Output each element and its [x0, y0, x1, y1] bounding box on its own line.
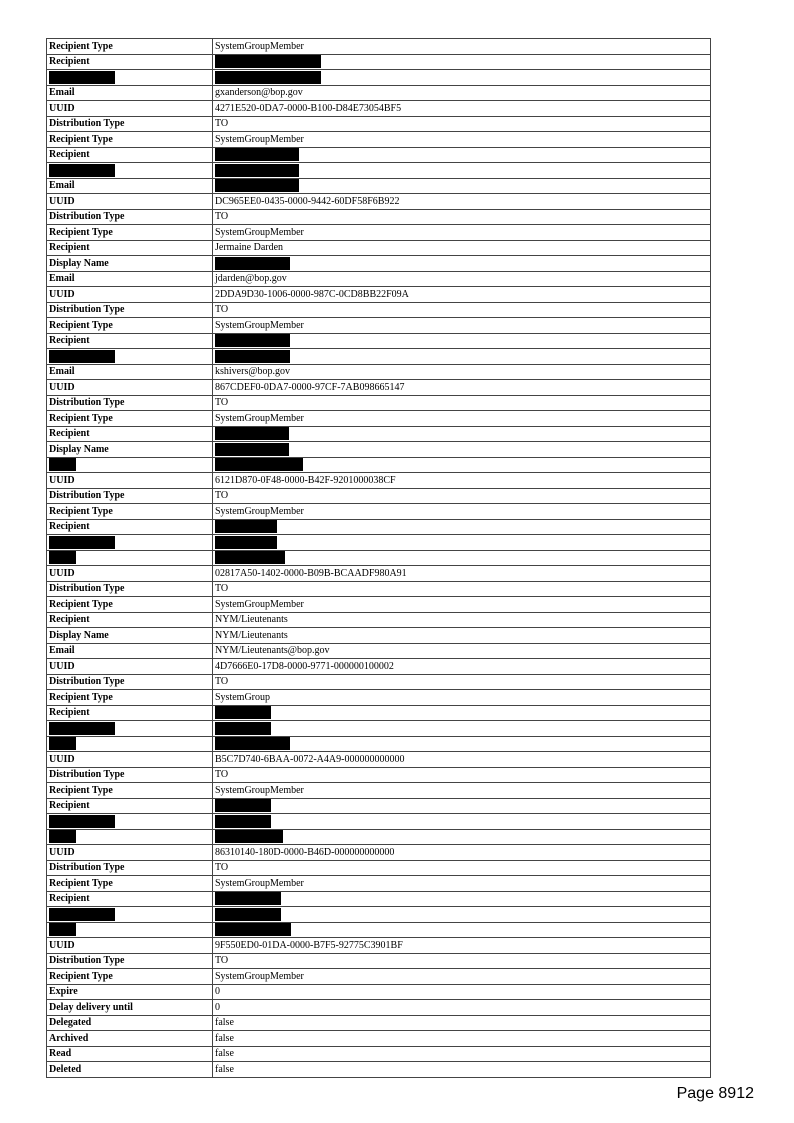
recipient-properties-table: [46, 38, 711, 1078]
table-row: [47, 938, 711, 954]
field-value: [213, 705, 711, 721]
redaction-block: [49, 923, 76, 936]
field-value: Jermaine Darden: [213, 240, 711, 256]
field-value: 6121D870-0F48-0000-B42F-9201000038CF: [213, 473, 711, 489]
table-row: [47, 287, 711, 303]
field-name: [47, 814, 213, 830]
field-name: Distribution Type: [47, 767, 213, 783]
field-value: TO: [213, 395, 711, 411]
table-row: [47, 256, 711, 272]
redaction-block: [215, 551, 285, 564]
field-value: [213, 550, 711, 566]
table-row: [47, 984, 711, 1000]
redaction-block: [49, 350, 115, 363]
field-name: Distribution Type: [47, 302, 213, 318]
field-value: TO: [213, 674, 711, 690]
field-value: B5C7D740-6BAA-0072-A4A9-000000000000: [213, 752, 711, 768]
table-row: [47, 845, 711, 861]
table-row: [47, 178, 711, 194]
table-row: [47, 891, 711, 907]
field-value: [213, 349, 711, 365]
field-value: SystemGroupMember: [213, 411, 711, 427]
redaction-block: [215, 892, 281, 905]
field-value: [213, 178, 711, 194]
field-value: [213, 70, 711, 86]
field-name: Delay delivery until: [47, 1000, 213, 1016]
table-row: [47, 488, 711, 504]
field-value: [213, 535, 711, 551]
field-value: [213, 721, 711, 737]
field-name: Recipient Type: [47, 39, 213, 55]
field-name: UUID: [47, 473, 213, 489]
field-value: TO: [213, 116, 711, 132]
table-row: [47, 597, 711, 613]
table-row: [47, 1046, 711, 1062]
redaction-block: [49, 815, 115, 828]
field-value: SystemGroup: [213, 690, 711, 706]
redaction-block: [215, 830, 283, 843]
field-value: 867CDEF0-0DA7-0000-97CF-7AB098665147: [213, 380, 711, 396]
field-value: SystemGroupMember: [213, 876, 711, 892]
field-name: Email: [47, 643, 213, 659]
redaction-block: [215, 427, 289, 440]
redaction-block: [215, 148, 299, 161]
table-row: [47, 535, 711, 551]
table-row: [47, 101, 711, 117]
redaction-block: [215, 737, 290, 750]
table-row: [47, 1000, 711, 1016]
redaction-block: [215, 443, 289, 456]
field-name: Distribution Type: [47, 953, 213, 969]
redaction-block: [215, 722, 271, 735]
table-row: [47, 674, 711, 690]
field-value: false: [213, 1062, 711, 1078]
field-name: Recipient: [47, 147, 213, 163]
field-name: Recipient: [47, 798, 213, 814]
table-row: [47, 1031, 711, 1047]
field-value: TO: [213, 767, 711, 783]
field-value: SystemGroupMember: [213, 969, 711, 985]
field-value: [213, 147, 711, 163]
table-row: [47, 318, 711, 334]
table-row: [47, 798, 711, 814]
field-value: [213, 798, 711, 814]
table-row: [47, 209, 711, 225]
field-value: 4271E520-0DA7-0000-B100-D84E73054BF5: [213, 101, 711, 117]
field-name: [47, 736, 213, 752]
table-body: [47, 39, 711, 1078]
table-row: [47, 566, 711, 582]
redaction-block: [49, 908, 115, 921]
field-value: gxanderson@bop.gov: [213, 85, 711, 101]
table-row: [47, 767, 711, 783]
table-row: [47, 147, 711, 163]
table-row: [47, 705, 711, 721]
field-value: SystemGroupMember: [213, 132, 711, 148]
field-value: SystemGroupMember: [213, 39, 711, 55]
field-value: SystemGroupMember: [213, 504, 711, 520]
redaction-block: [215, 706, 271, 719]
field-value: TO: [213, 953, 711, 969]
redaction-block: [215, 536, 277, 549]
field-value: 2DDA9D30-1006-0000-987C-0CD8BB22F09A: [213, 287, 711, 303]
redaction-block: [49, 722, 115, 735]
field-name: [47, 535, 213, 551]
field-value: [213, 922, 711, 938]
table-row: [47, 240, 711, 256]
field-name: UUID: [47, 752, 213, 768]
field-value: [213, 736, 711, 752]
field-value: [213, 891, 711, 907]
field-name: Distribution Type: [47, 860, 213, 876]
field-name: UUID: [47, 380, 213, 396]
field-name: [47, 721, 213, 737]
table-row: [47, 969, 711, 985]
table-row: [47, 473, 711, 489]
redaction-block: [215, 179, 299, 192]
table-row: [47, 349, 711, 365]
field-value: NYM/Lieutenants: [213, 628, 711, 644]
field-value: [213, 519, 711, 535]
field-name: Expire: [47, 984, 213, 1000]
redaction-block: [49, 536, 115, 549]
table-row: [47, 1015, 711, 1031]
redaction-block: [49, 458, 76, 471]
field-value: false: [213, 1015, 711, 1031]
redaction-block: [49, 71, 115, 84]
field-value: false: [213, 1046, 711, 1062]
table-row: [47, 116, 711, 132]
table-row: [47, 1062, 711, 1078]
field-name: [47, 907, 213, 923]
field-value: TO: [213, 209, 711, 225]
field-value: NYM/Lieutenants: [213, 612, 711, 628]
field-name: [47, 70, 213, 86]
field-name: UUID: [47, 845, 213, 861]
field-name: UUID: [47, 101, 213, 117]
table-row: [47, 380, 711, 396]
field-name: Recipient Type: [47, 597, 213, 613]
table-row: [47, 690, 711, 706]
field-name: UUID: [47, 194, 213, 210]
field-name: Distribution Type: [47, 116, 213, 132]
field-value: [213, 457, 711, 473]
redaction-block: [49, 830, 76, 843]
field-name: Recipient: [47, 54, 213, 70]
field-name: Distribution Type: [47, 488, 213, 504]
field-name: Display Name: [47, 256, 213, 272]
field-value: DC965EE0-0435-0000-9442-60DF58F6B922: [213, 194, 711, 210]
field-name: Read: [47, 1046, 213, 1062]
table-row: [47, 628, 711, 644]
field-value: SystemGroupMember: [213, 225, 711, 241]
field-value: SystemGroupMember: [213, 783, 711, 799]
field-value: TO: [213, 302, 711, 318]
field-name: [47, 163, 213, 179]
table-row: [47, 85, 711, 101]
table-row: [47, 783, 711, 799]
field-name: Recipient: [47, 426, 213, 442]
field-name: Email: [47, 271, 213, 287]
field-value: [213, 333, 711, 349]
field-name: Recipient Type: [47, 504, 213, 520]
field-value: 02817A50-1402-0000-B09B-BCAADF980A91: [213, 566, 711, 582]
table-row: [47, 54, 711, 70]
table-row: [47, 457, 711, 473]
field-value: jdarden@bop.gov: [213, 271, 711, 287]
table-row: [47, 442, 711, 458]
table-row: [47, 271, 711, 287]
redaction-block: [215, 71, 321, 84]
field-value: SystemGroupMember: [213, 597, 711, 613]
field-value: 9F550ED0-01DA-0000-B7F5-92775C3901BF: [213, 938, 711, 954]
field-name: Recipient: [47, 705, 213, 721]
redaction-block: [215, 350, 290, 363]
field-value: 0: [213, 984, 711, 1000]
field-value: [213, 829, 711, 845]
field-name: Distribution Type: [47, 395, 213, 411]
field-value: [213, 907, 711, 923]
field-name: Recipient Type: [47, 411, 213, 427]
field-value: false: [213, 1031, 711, 1047]
field-name: Recipient Type: [47, 876, 213, 892]
table-row: [47, 581, 711, 597]
redaction-block: [215, 334, 290, 347]
table-row: [47, 426, 711, 442]
table-row: [47, 721, 711, 737]
field-name: Recipient: [47, 519, 213, 535]
page-number: Page 8912: [676, 1085, 754, 1102]
table-row: [47, 550, 711, 566]
field-value: 4D7666E0-17D8-0000-9771-000000100002: [213, 659, 711, 675]
field-value: TO: [213, 581, 711, 597]
field-name: Recipient Type: [47, 969, 213, 985]
redaction-block: [215, 458, 303, 471]
table-row: [47, 302, 711, 318]
table-row: [47, 829, 711, 845]
field-name: Delegated: [47, 1015, 213, 1031]
field-value: 0: [213, 1000, 711, 1016]
table-row: [47, 519, 711, 535]
field-name: Deleted: [47, 1062, 213, 1078]
field-name: Display Name: [47, 628, 213, 644]
field-name: Email: [47, 364, 213, 380]
table-row: [47, 736, 711, 752]
table-row: [47, 395, 711, 411]
field-name: Distribution Type: [47, 581, 213, 597]
table-row: [47, 163, 711, 179]
table-row: [47, 907, 711, 923]
table-row: [47, 643, 711, 659]
field-name: UUID: [47, 659, 213, 675]
redaction-block: [215, 164, 299, 177]
table-row: [47, 70, 711, 86]
table-row: [47, 364, 711, 380]
redaction-block: [49, 164, 115, 177]
field-value: [213, 54, 711, 70]
field-name: Recipient: [47, 240, 213, 256]
redaction-block: [215, 923, 291, 936]
field-name: Recipient: [47, 612, 213, 628]
field-name: Email: [47, 178, 213, 194]
redaction-block: [49, 551, 76, 564]
field-name: UUID: [47, 287, 213, 303]
table-row: [47, 752, 711, 768]
table-row: [47, 39, 711, 55]
field-name: [47, 349, 213, 365]
table-row: [47, 860, 711, 876]
table-row: [47, 333, 711, 349]
field-value: kshivers@bop.gov: [213, 364, 711, 380]
field-name: Recipient Type: [47, 690, 213, 706]
field-value: [213, 256, 711, 272]
field-name: [47, 922, 213, 938]
redaction-block: [215, 520, 277, 533]
table-row: [47, 504, 711, 520]
field-value: TO: [213, 488, 711, 504]
table-row: [47, 194, 711, 210]
field-value: NYM/Lieutenants@bop.gov: [213, 643, 711, 659]
field-name: Distribution Type: [47, 674, 213, 690]
redaction-block: [215, 799, 271, 812]
redaction-block: [49, 737, 76, 750]
table-row: [47, 953, 711, 969]
field-name: Recipient Type: [47, 132, 213, 148]
redaction-block: [215, 815, 271, 828]
field-name: [47, 829, 213, 845]
field-name: Recipient Type: [47, 318, 213, 334]
table-row: [47, 922, 711, 938]
table-row: [47, 612, 711, 628]
field-name: [47, 457, 213, 473]
table-row: [47, 225, 711, 241]
table-row: [47, 659, 711, 675]
field-value: TO: [213, 860, 711, 876]
redaction-block: [215, 908, 281, 921]
field-value: [213, 442, 711, 458]
field-name: Recipient Type: [47, 783, 213, 799]
field-name: Recipient: [47, 333, 213, 349]
table-row: [47, 411, 711, 427]
field-value: [213, 814, 711, 830]
field-name: Recipient Type: [47, 225, 213, 241]
field-value: SystemGroupMember: [213, 318, 711, 334]
field-name: UUID: [47, 566, 213, 582]
table-row: [47, 814, 711, 830]
field-value: [213, 163, 711, 179]
redaction-block: [215, 257, 290, 270]
field-name: Archived: [47, 1031, 213, 1047]
field-value: 86310140-180D-0000-B46D-000000000000: [213, 845, 711, 861]
field-value: [213, 426, 711, 442]
field-name: Email: [47, 85, 213, 101]
field-name: UUID: [47, 938, 213, 954]
field-name: Distribution Type: [47, 209, 213, 225]
field-name: Display Name: [47, 442, 213, 458]
field-name: [47, 550, 213, 566]
table-row: [47, 132, 711, 148]
redaction-block: [215, 55, 321, 68]
table-row: [47, 876, 711, 892]
field-name: Recipient: [47, 891, 213, 907]
